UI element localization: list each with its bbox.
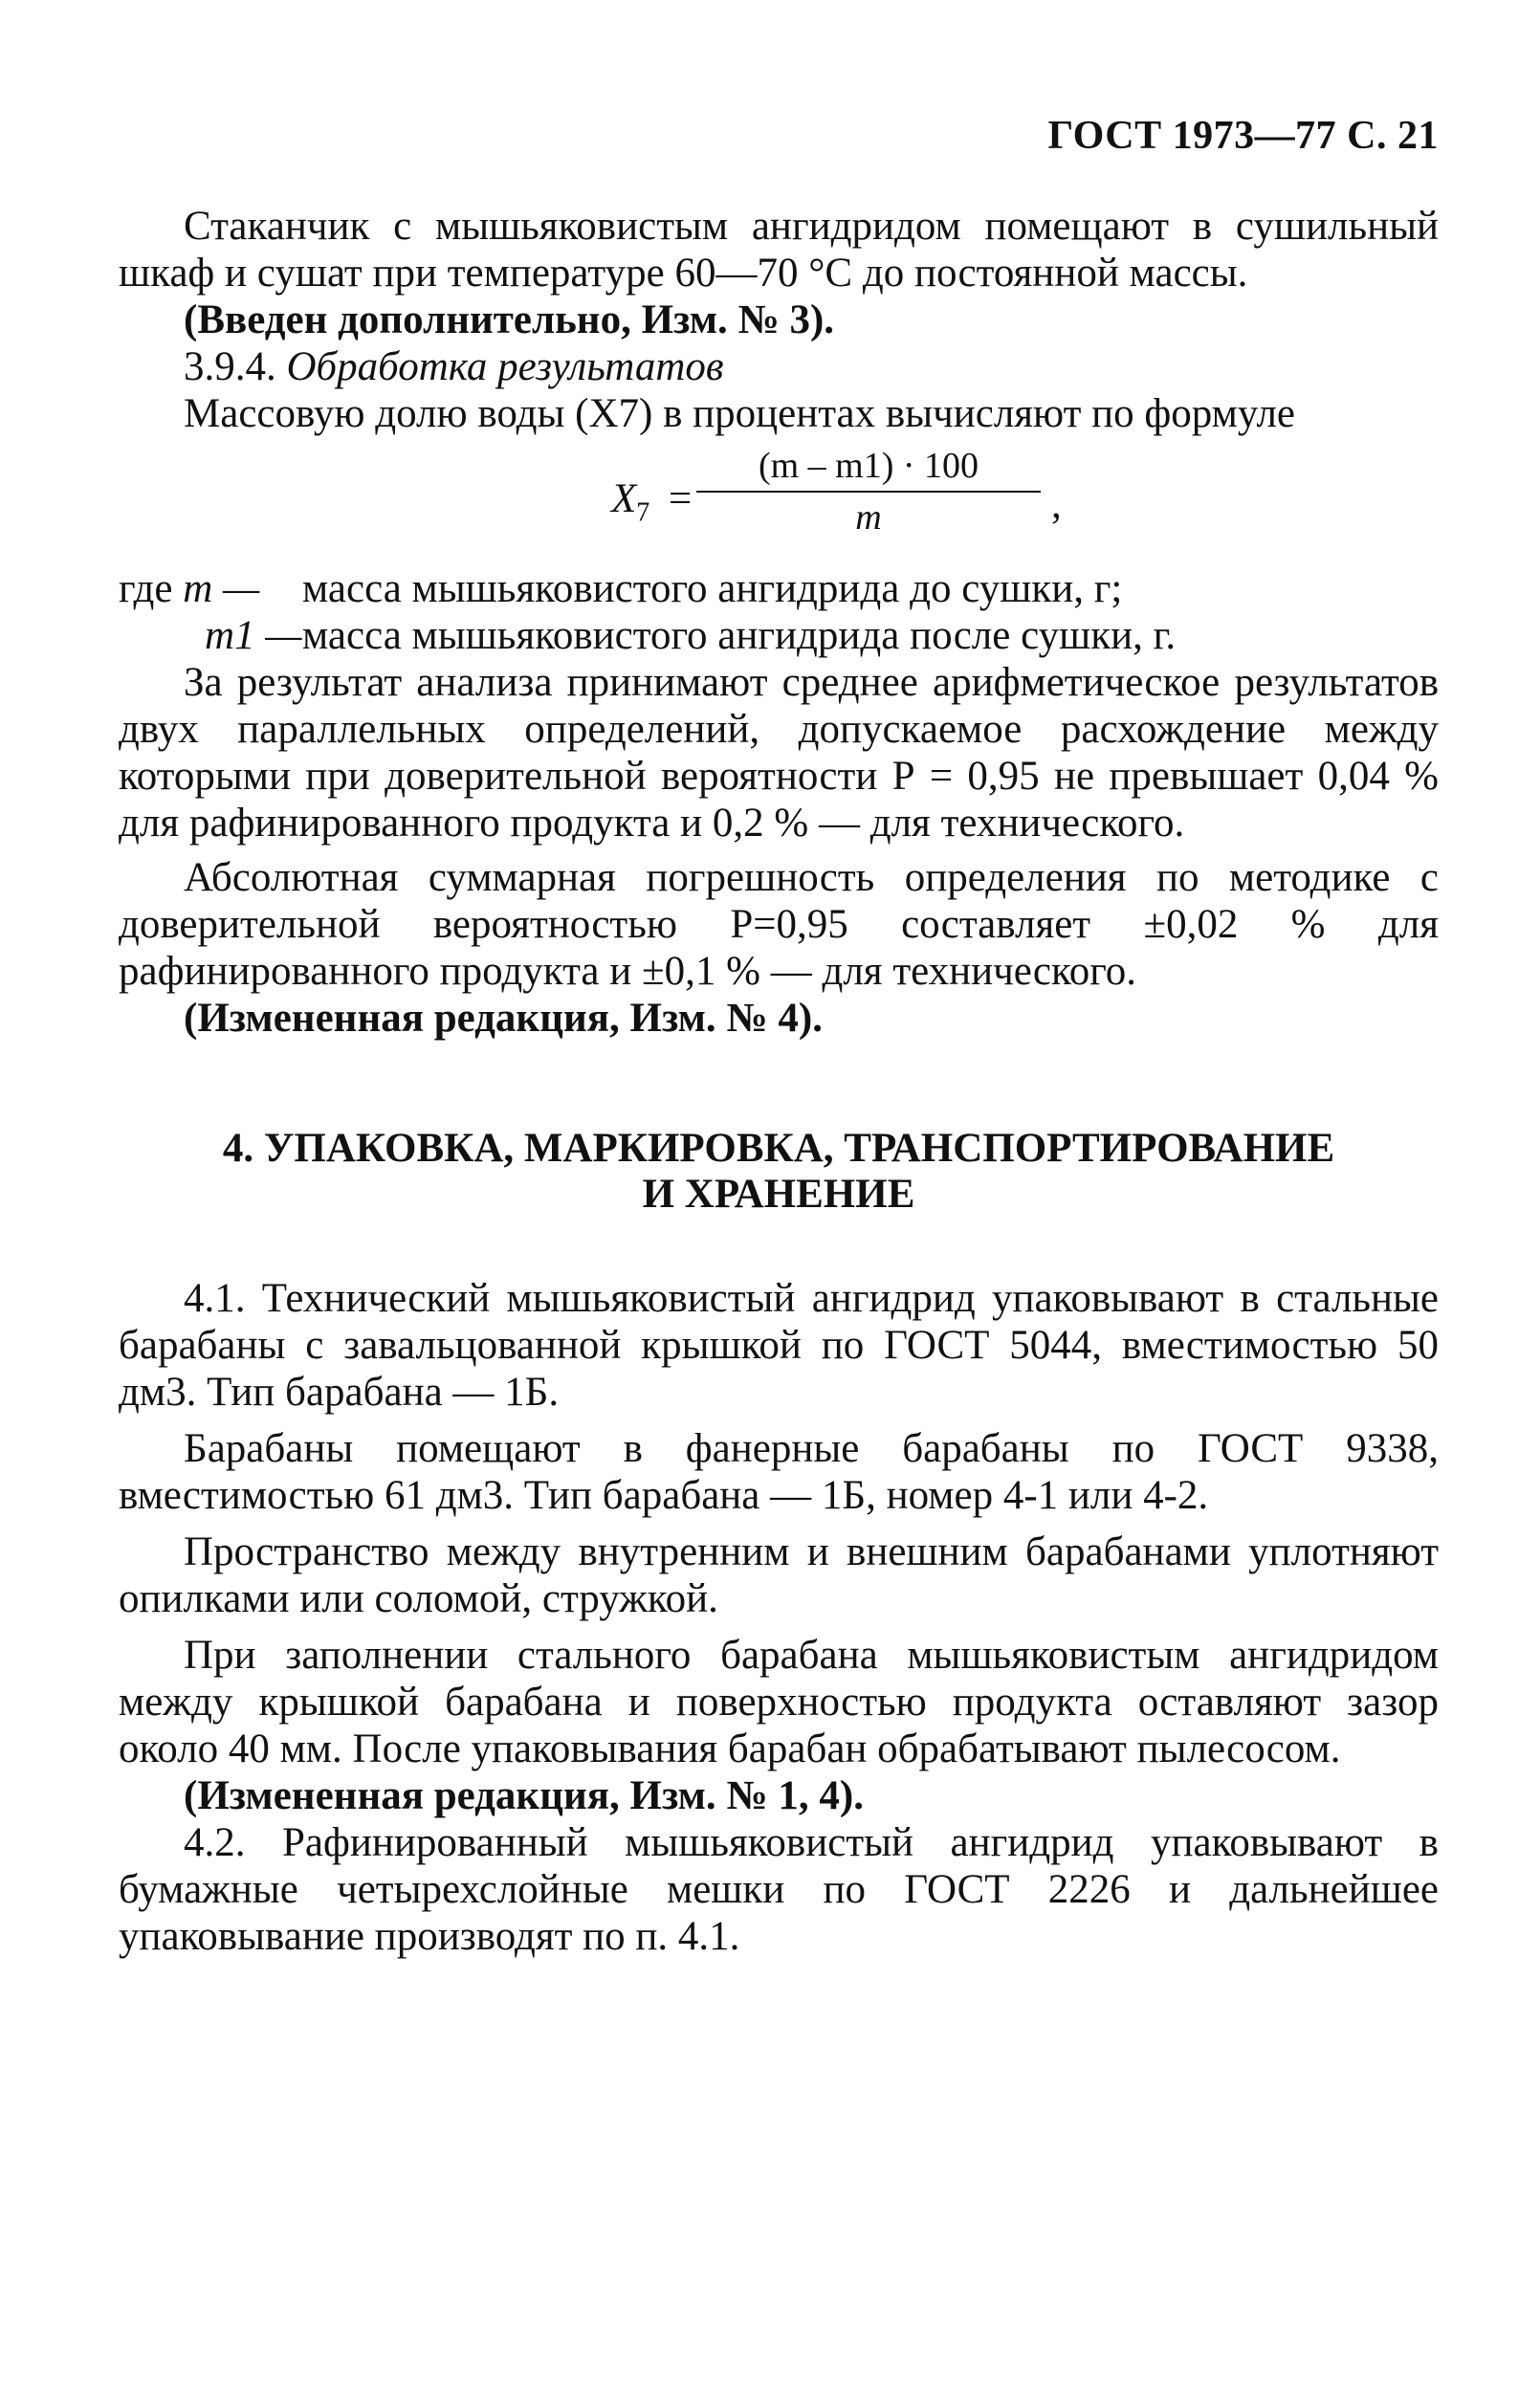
paragraph-error: Абсолютная суммарная погрешность определения по методике с доверительной вероятностью Р=0,95 составляет ±0,02 % для рафинированного продукта и ±0,1 % — для технического. <box>119 855 1439 994</box>
formula-denominator: m <box>855 497 882 538</box>
paragraph-packing-space: Пространство между внутренним и внешним барабанами уплотняют опилками или соломой, стружкой. <box>119 1529 1439 1621</box>
section-4-heading <box>119 1126 1439 1218</box>
formula-equals: = <box>669 476 693 521</box>
subsection-number: 3.9.4. <box>184 344 276 389</box>
amendment-note-4: (Измененная редакция, Изм. № 4). <box>184 996 823 1041</box>
where-m <box>119 565 1439 612</box>
paragraph-plywood-drums: Барабаны помещают в фанерные барабаны по ГОСТ 9338, вместимостью 61 дм3. Тип барабана — 1Б, номер 4-1 или 4-2. <box>119 1426 1439 1518</box>
paragraph-filling: При заполнении стального барабана мышьяковистым ангидридом между крышкой барабана и поверхностью продукта оставляют зазор около 40 мм. После упаковывания барабан обрабатывают пылесосом. <box>119 1633 1439 1771</box>
formula-fraction <box>696 445 1041 539</box>
formula-comma: , <box>1051 482 1062 527</box>
where-m1 <box>119 612 1439 659</box>
section-4-line-1: 4. УПАКОВКА, МАРКИРОВКА, ТРАНСПОРТИРОВАНИЕ <box>222 1126 1335 1171</box>
where-m-definition: масса мышьяковистого ангидрида до сушки, г; <box>302 566 1123 611</box>
where-m1-definition: масса мышьяковистого ангидрида после сушки, г. <box>302 613 1177 658</box>
paragraph-result: За результат анализа принимают среднее арифметическое результатов двух параллельных определений, допускаемое расхождение между которыми при доверительной вероятности Р = 0,95 не превышает 0,04 % для рафинированного продукта и 0,2 % — для технического. <box>119 660 1439 846</box>
page-header: ГОСТ 1973—77 С. 21 <box>1047 114 1439 158</box>
amendment-note-3: (Введен дополнительно, Изм. № 3). <box>184 297 835 342</box>
section-4-line-2: И ХРАНЕНИЕ <box>642 1172 915 1217</box>
where-m1-symbol: m1 — <box>205 613 302 658</box>
paragraph-drying: Стаканчик с мышьяковистым ангидридом помещают в сушильный шкаф и сушат при температуре 60—70 °С до постоянной массы. <box>119 204 1439 296</box>
formula-water-fraction <box>119 445 1439 548</box>
paragraph-4-2: 4.2. Рафинированный мышьяковистый ангидрид упаковывают в бумажные четырехслойные мешки по ГОСТ 2226 и дальнейшее упаковывание производят по п. 4.1. <box>119 1820 1439 1959</box>
paragraph-4-1: 4.1. Технический мышьяковистый ангидрид упаковывают в стальные барабаны с завальцованной крышкой по ГОСТ 5044, вместимостью 50 дм3. Тип барабана — 1Б. <box>119 1276 1439 1415</box>
paragraph-formula-intro: Массовую долю воды (Х7) в процентах вычисляют по формуле <box>184 391 1295 436</box>
amendment-note-1-4: (Измененная редакция, Изм. № 1, 4). <box>184 1773 864 1818</box>
subsection-3-9-4 <box>119 343 1439 390</box>
where-m-symbol: где m — <box>119 566 260 611</box>
formula-lhs: $X_7$ <box>611 476 650 528</box>
page-content <box>119 203 1439 1960</box>
fraction-bar <box>696 491 1041 493</box>
subsection-title: Обработка результатов <box>286 344 724 389</box>
formula-numerator: (m – m1) · 100 <box>758 446 979 486</box>
